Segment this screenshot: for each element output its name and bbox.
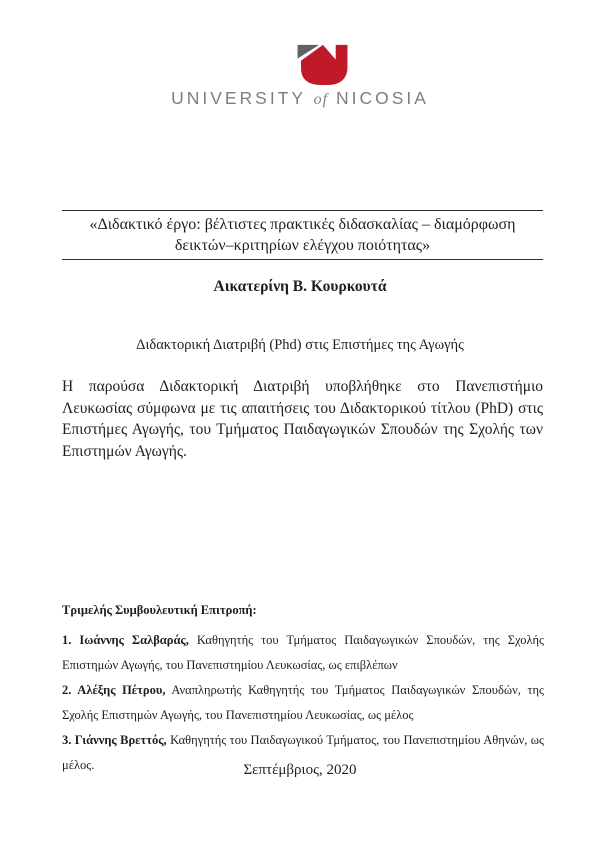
university-logo <box>0 42 600 109</box>
degree-line: Διδακτορική Διατριβή (Phd) στις Επιστήμες της Αγωγής <box>136 337 464 353</box>
logo-word-nicosia: NICOSIA <box>335 88 429 108</box>
committee-member-1-name: 1. Ιωάννης Σαλβαράς, <box>62 633 189 647</box>
publication-date: Σεπτέμβριος, 2020 <box>243 762 357 778</box>
thesis-title-line1: «Διδακτικό έργο: βέλτιστες πρακτικές διδασκαλίας – διαμόρφωση <box>89 216 516 233</box>
author-name: Αικατερίνη Β. Κουρκουτά <box>213 278 387 295</box>
logo-word-of: of <box>313 91 329 108</box>
committee-member-3-role: Καθηγητής του Παιδαγωγικού Τμήματος, του Πανεπιστημίου Αθηνών, ως μέλος. <box>62 733 544 772</box>
committee-section <box>62 602 544 778</box>
logo-word-university: UNIVERSITY <box>171 88 306 108</box>
university-logo-wordmark <box>0 88 600 109</box>
submission-paragraph: Η παρούσα Διδακτορική Διατριβή υποβλήθηκε στο Πανεπιστήμιο Λευκωσίας σύμφωνα με τις απαιτήσεις του Διδακτορικού τίτλου (PhD) στις Επιστήμες Αγωγής, του Τμήματος Παιδαγωγικών Σπουδών της Σχολής των Επιστημών Αγωγής. <box>62 378 543 460</box>
committee-member-1-role: Καθηγητής του Τμήματος Παιδαγωγικών Σπουδών, της Σχολής Επιστημών Αγωγής, του Πανεπιστημίου Λευκωσίας, ως επιβλέπων <box>62 633 544 672</box>
thesis-title-line2: δεικτών–κριτηρίων ελέγχου ποιότητας» <box>174 237 431 254</box>
committee-member-1 <box>62 628 544 678</box>
thesis-title <box>62 210 543 260</box>
university-of-nicosia-logo-icon <box>294 42 352 87</box>
committee-member-2-role: Αναπληρωτής Καθηγητής του Τμήματος Παιδαγωγικών Σπουδών, της Σχολής Επιστημών Αγωγής, του Πανεπιστημίου Λευκωσίας, ως μέλος <box>62 683 544 722</box>
committee-heading: Τριμελής Συμβουλευτική Επιτροπή: <box>62 603 257 617</box>
committee-member-2-name: 2. Αλέξης Πέτρου, <box>62 683 166 697</box>
committee-member-3-name: 3. Γιάννης Βρεττός, <box>62 733 167 747</box>
committee-member-2 <box>62 678 544 728</box>
